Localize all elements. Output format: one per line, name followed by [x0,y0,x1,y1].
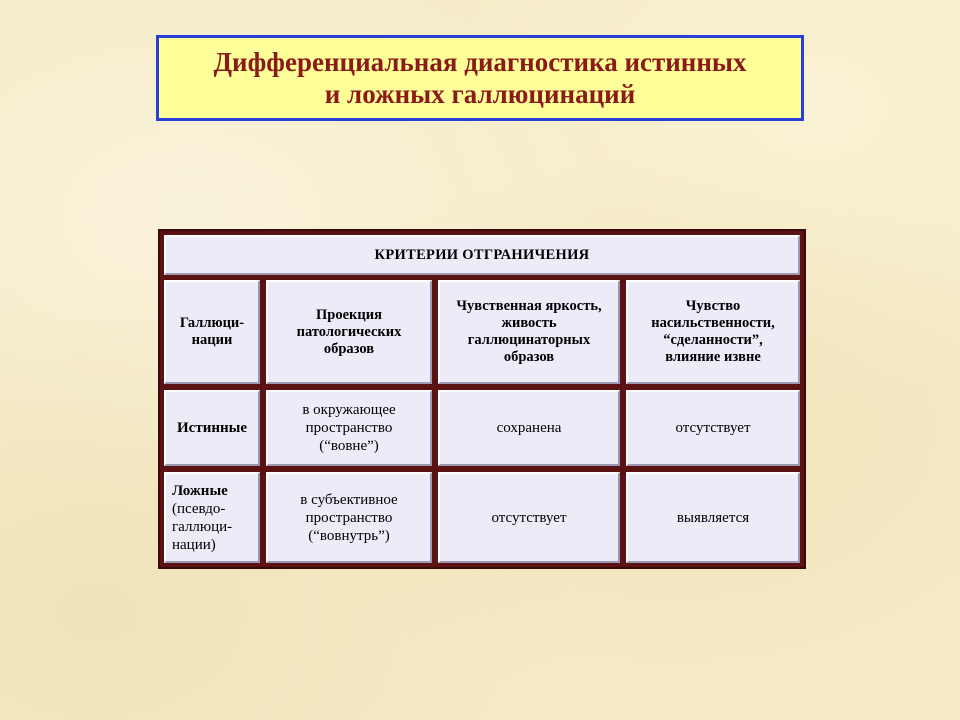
header-vividness-text: Чувственная яркость, живость галлюцинаторных образов [456,298,602,365]
row-true-projection [266,390,432,466]
row-pseudo-compulsion-text: выявляется [676,509,750,526]
header-hallucinations [164,280,260,384]
table-caption [164,235,800,275]
table-caption-text: КРИТЕРИИ ОТГРАНИЧЕНИЯ [374,247,590,263]
header-hallucinations-text: Галлюци-нации [179,315,245,348]
row-pseudo-vividness-text: отсутствует [491,509,567,526]
title-line-1: Дифференциальная диагностика истинных [213,47,747,77]
row-true-vividness [438,390,620,466]
row-pseudo-compulsion [626,472,800,563]
criteria-table [158,229,806,569]
title-box [156,35,804,121]
title-line-2: и ложных галлюцинаций [324,79,636,109]
row-pseudo-name [164,472,260,563]
header-compulsion-text: Чувство насильственности, “сделанности”, влияние извне [651,298,775,365]
header-projection [266,280,432,384]
header-projection-text: Проекция патологических образов [296,306,402,357]
row-true-compulsion-text: отсутствует [675,420,751,436]
row-pseudo-projection [266,472,432,563]
row-true-name [164,390,260,466]
row-true-projection-text: в окружающее пространство (“вовне”) [302,402,396,454]
row-true-compulsion [626,390,800,466]
row-pseudo-vividness [438,472,620,563]
row-true-name-text: Истинные [177,420,247,436]
row-pseudo-name-bold: Ложные [172,482,228,499]
row-pseudo-name-rest: (псевдо-галлюци-нации) [172,500,233,553]
header-compulsion [626,280,800,384]
header-vividness [438,280,620,384]
row-pseudo-name-wrap [172,482,252,554]
row-true-vividness-text: сохранена [496,420,562,436]
row-pseudo-projection-text: в субъективное пространство (“вовнутрь”) [300,491,398,544]
